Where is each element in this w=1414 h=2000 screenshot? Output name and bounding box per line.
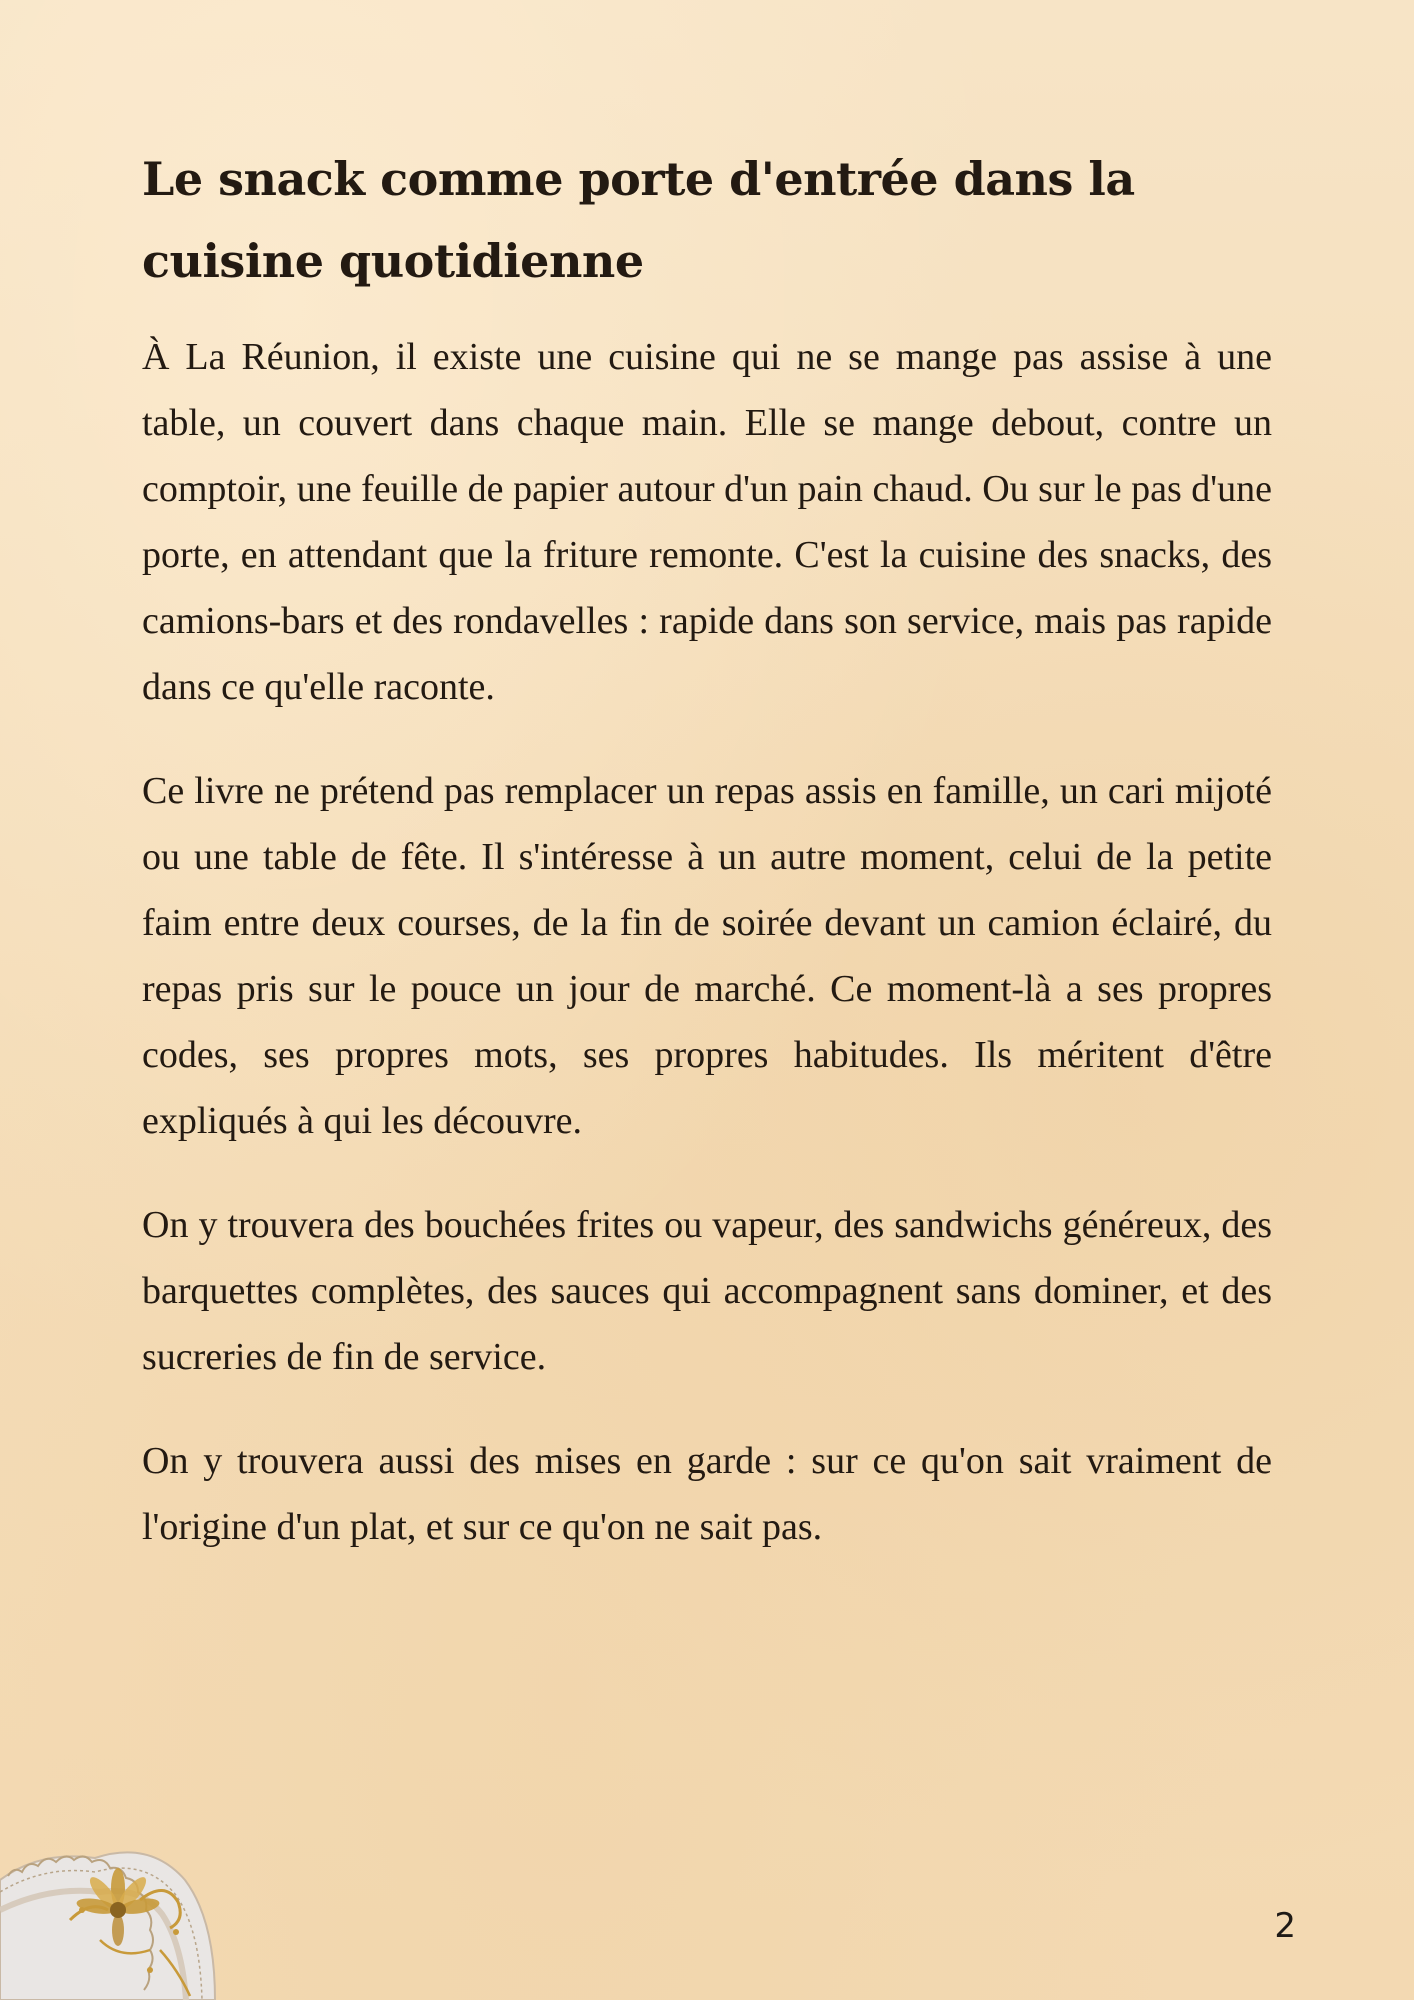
page-number: 2 [1274,1906,1296,1946]
paragraph-4: On y trouvera aussi des mises en garde : sur ce qu'on sait vraiment de l'origine d'un plat, et sur ce qu'on ne sait pas. [142,1440,1272,1548]
paragraph-3: On y trouvera des bouchées frites ou vapeur, des sandwichs généreux, des barquettes complètes, des sauces qui accompagnent sans dominer, et des sucreries de fin de service. [142,1204,1272,1378]
floral-lace-ornament-icon [0,1810,240,2000]
chapter-heading: Le snack comme porte d'entrée dans la cuisine quotidienne [142,152,1135,288]
paragraph-2: Ce livre ne prétend pas remplacer un repas assis en famille, un cari mijoté ou une table de fête. Il s'intéresse à un autre moment, celui de la petite faim entre deux courses, de la fin de soirée devant un camion éclairé, du repas pris sur le pouce un jour de marché. Ce moment-là a ses propres codes, ses propres mots, ses propres habitudes. Ils méritent d'être expliqués à qui les découvre. [142,770,1272,1142]
page-content [142,138,1272,1598]
paragraph-1: À La Réunion, il existe une cuisine qui ne se mange pas assise à une table, un couvert dans chaque main. Elle se mange debout, contre un comptoir, une feuille de papier autour d'un pain chaud. Ou sur le pas d'une porte, en attendant que la friture remonte. C'est la cuisine des snacks, des camions-bars et des rondavelles : rapide dans son service, mais pas rapide dans ce qu'elle raconte. [142,336,1272,708]
